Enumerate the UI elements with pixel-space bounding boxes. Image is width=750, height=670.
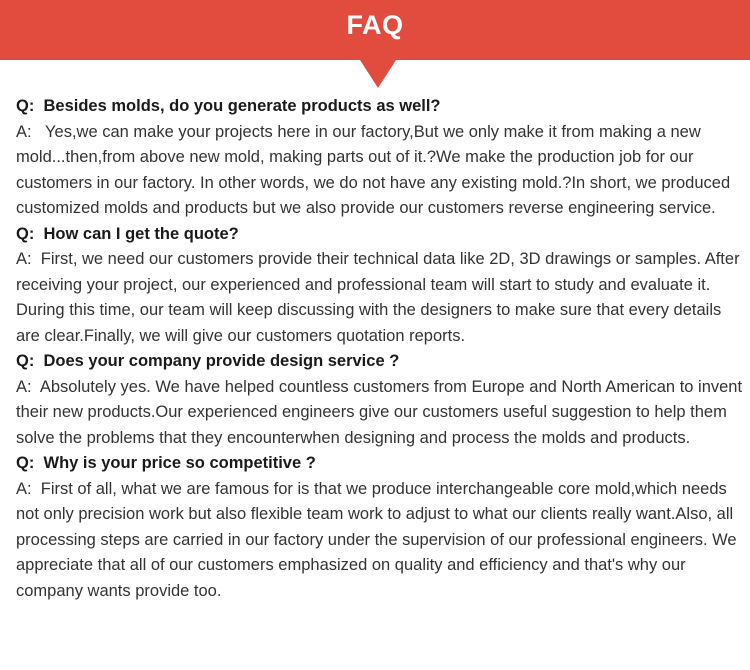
faq-list [16, 94, 747, 604]
faq-item-quote [16, 222, 744, 350]
faq-header-banner [0, 0, 750, 60]
header-pointer-arrow [360, 60, 396, 88]
faq-item-design-service [16, 349, 747, 451]
page-title: FAQ [346, 10, 404, 40]
faq-item-price [16, 451, 744, 604]
faq-answer: A: First of all, what we are famous for is that we produce interchangeable core mold,which needs not only precision work but also flexible team work to adjust to what our clients really want.Also, all processing steps are carried in our factory under the supervision of our professional engineers. We appreciate that all of our customers emphasized on quality and efficiency and that's why our company wants provide too. [16, 479, 742, 600]
faq-question: Q: Besides molds, do you generate products as well? [16, 97, 441, 115]
faq-question: Q: How can I get the quote? [16, 224, 239, 243]
faq-answer: A: Yes,we can make your projects here in our factory,But we only make it from making a new mold...then,from above new mold, making parts out of it.?We make the production job for our customers in our factory. In other words, we do not have any existing mold.?In short, we produced customized molds and products but we also provide our customers reverse engineering service. [16, 122, 735, 217]
faq-question: Q: Why is your price so competitive ? [16, 454, 316, 472]
faq-answer: A: First, we need our customers provide their technical data like 2D, 3D drawings or samples. After receiving your project, our experienced and professional team will start to study and evaluate it. During this time, our team will keep discussing with the designers to make sure that every details are clear.Finally, we will give our customers quotation reports. [16, 250, 745, 345]
faq-question: Q: Does your company provide design service ? [16, 352, 400, 370]
faq-item-molds [16, 94, 744, 222]
faq-answer: A: Absolutely yes. We have helped countless customers from Europe and North American to invent their new products.Our experienced engineers give our customers useful suggestion to help them solve the problems that they encounterwhen designing and process the molds and products. [16, 377, 747, 447]
